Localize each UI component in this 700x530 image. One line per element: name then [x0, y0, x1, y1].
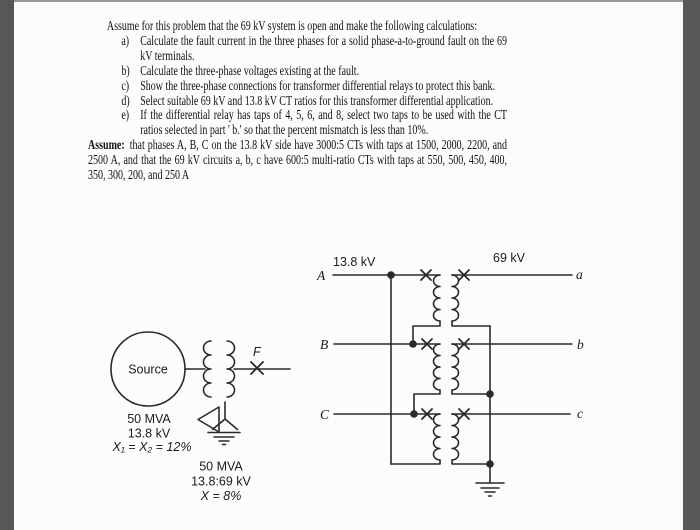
phase-label-A: A [317, 268, 326, 283]
ground-symbol-neutral [476, 483, 504, 496]
wye-symbol [213, 402, 238, 430]
item-d-label: d) [121, 92, 130, 108]
fault-x-marker [251, 362, 263, 374]
ground-symbol-wye [208, 433, 240, 445]
bus-voltage-label-69kv: 69 kV [493, 251, 525, 265]
winding-13kv-B-lead [414, 390, 440, 414]
item-e-label: e) [121, 107, 130, 123]
source-rating-kv: 13.8 kV [127, 426, 171, 441]
winding-13kv-C [434, 414, 441, 460]
item-c-label: c) [121, 77, 130, 93]
fault-label: F [253, 345, 261, 359]
winding-69kv-a-lead [452, 321, 490, 326]
winding-69kv-b-lead [452, 390, 490, 394]
winding-69kv-a [452, 275, 459, 321]
bus-voltage-label-13kv: 13.8 kV [333, 255, 376, 269]
circuit-diagram [0, 235, 700, 530]
phase-label-c: c [577, 406, 583, 421]
problem-statement [88, 19, 507, 183]
transformer-rating-mva: 50 MVA [199, 459, 243, 474]
winding-13kv-A [434, 275, 441, 321]
phase-label-a: a [576, 267, 583, 282]
problem-item-e [88, 108, 507, 138]
item-a-text: Calculate the fault current in the three phases for a solid phase-a-to-ground fault on the 69 kV terminals. [140, 32, 508, 63]
source-rating-mva: 50 MVA [127, 412, 171, 426]
junction-dot [409, 340, 417, 348]
assume-text: that phases A, B, C on the 13.8 kV side have 3000:5 CTs with taps at 1500, 2000, 2200, and 2500 A, and that the 69 kV circuits a, b, c have 600:5 multi-ratio CTs with taps at 550, 500, 450, 400, 350, 300, 200, and 250 A [88, 137, 508, 183]
item-d-text: Select suitable 69 kV and 13.8 kV CT ratios for this transformer differential application. [140, 92, 494, 108]
item-e-text: If the differential relay has taps of 4, 5, 6, and 8, select two taps to be used with the CT ratios selected in part ' b.' so that the percent mismatch is less than 10%. [140, 107, 508, 138]
junction-dot [486, 390, 494, 398]
problem-intro: Assume for this problem that the 69 kV system is open and make the following calculations: [106, 18, 477, 33]
winding-13kv-B [434, 344, 441, 390]
winding-69kv-c-lead [452, 460, 490, 464]
phase-label-B: B [320, 337, 329, 352]
scan-edge-top [0, 0, 700, 2]
junction-dot [410, 410, 418, 418]
transformer-rating-kv: 13.8:69 kV [191, 474, 251, 489]
problem-item-d [88, 94, 507, 109]
source-rating-impedance: X₁ = X₂ = 12% [112, 440, 192, 454]
item-b-text: Calculate the three-phase voltages existing at the fault. [140, 62, 360, 78]
item-a-label: a) [121, 32, 130, 48]
winding-69kv-c [452, 414, 459, 460]
winding-13kv-C-lead [391, 460, 440, 464]
assume-label: Assume: [88, 137, 125, 153]
problem-item-a [88, 34, 507, 64]
delta-symbol [198, 407, 219, 432]
phase-label-C: C [320, 407, 330, 422]
phase-label-b: b [577, 337, 584, 352]
problem-item-c [88, 79, 507, 94]
source-label: Source [128, 362, 168, 377]
problem-item-list [88, 34, 507, 138]
winding-69kv-b [452, 344, 459, 390]
item-c-text: Show the three-phase connections for transformer differential relays to protect this bank. [140, 77, 495, 93]
junction-dot [387, 271, 395, 279]
junction-dot [486, 460, 494, 468]
item-b-label: b) [121, 62, 130, 78]
winding-13kv-A-lead [413, 321, 440, 344]
assumption-paragraph [88, 138, 507, 183]
transformer-rating-impedance: X = 8% [200, 489, 242, 503]
problem-item-b [88, 64, 507, 79]
